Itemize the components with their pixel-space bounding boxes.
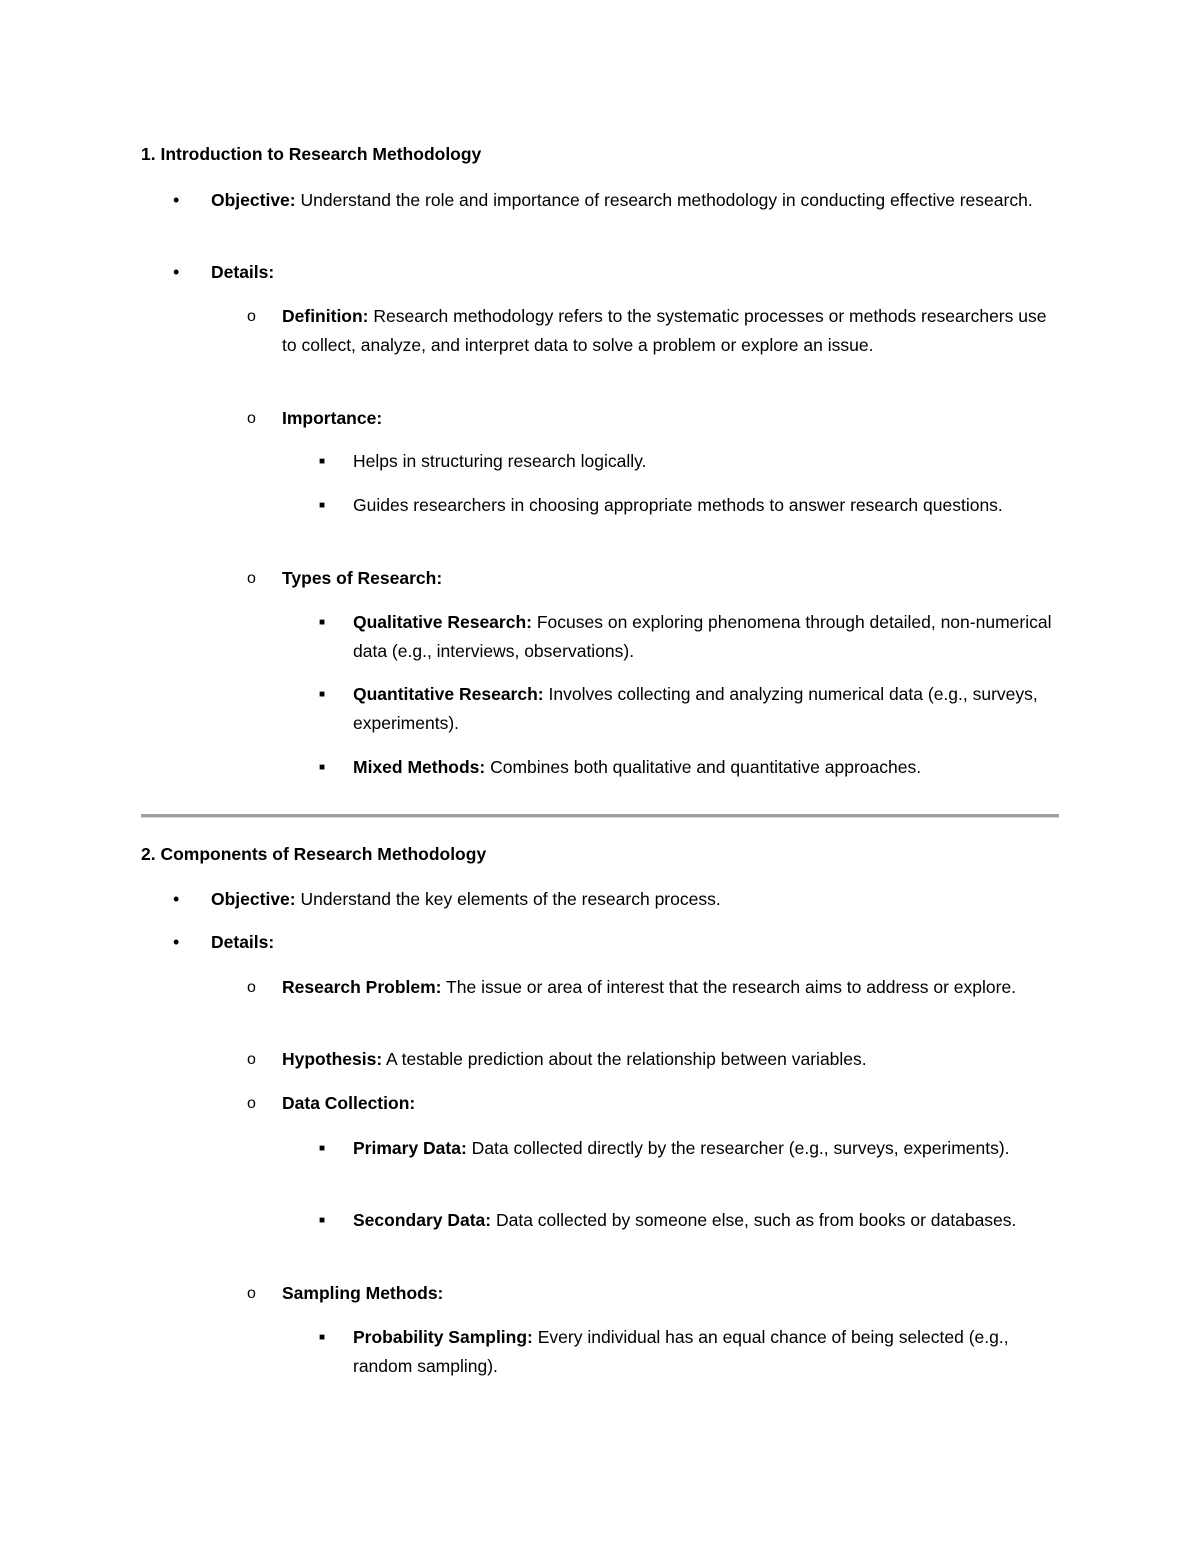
circle-bullet-icon: o xyxy=(247,1095,256,1112)
circle-bullet-icon: o xyxy=(247,1285,256,1302)
data-collection-subitem-text: Data collected by someone else, such as from books or databases. xyxy=(491,1210,1017,1230)
hypothesis-text: A testable prediction about the relationship between variables. xyxy=(382,1049,867,1069)
types-subitem-label: Mixed Methods: xyxy=(353,757,486,777)
section-1-details xyxy=(173,258,1071,287)
research-problem-label: Research Problem: xyxy=(282,977,442,997)
types-subitem-text: Involves collecting and analyzing numerical data (e.g., surveys, experiments). xyxy=(353,684,1038,733)
details-label: Details: xyxy=(211,932,275,952)
square-bullet-icon: ■ xyxy=(319,1143,326,1154)
circle-bullet-icon: o xyxy=(247,1051,256,1068)
importance-subitem-text: Guides researchers in choosing appropriate methods to answer research questions. xyxy=(353,495,1003,515)
details-label: Details: xyxy=(211,262,275,282)
horizontal-divider xyxy=(141,814,1059,818)
definition-label: Definition: xyxy=(282,306,369,326)
objective-label: Objective: xyxy=(211,889,296,909)
square-bullet-icon: ■ xyxy=(319,1215,326,1226)
bullet-icon: • xyxy=(173,190,180,210)
circle-bullet-icon: o xyxy=(247,308,256,325)
section-2-objective xyxy=(173,885,1071,914)
data-collection-subitem xyxy=(319,1134,1053,1163)
types-subitem-label: Qualitative Research: xyxy=(353,612,532,632)
bullet-icon: • xyxy=(173,889,180,909)
sampling-methods-label: Sampling Methods: xyxy=(282,1283,444,1303)
importance-item xyxy=(247,404,1062,433)
definition-item xyxy=(247,302,1062,360)
types-subitem-text: Combines both qualitative and quantitative approaches. xyxy=(485,757,922,777)
importance-subitem-text: Helps in structuring research logically. xyxy=(353,451,647,471)
circle-bullet-icon: o xyxy=(247,570,256,587)
objective-text: Understand the role and importance of research methodology in conducting effective research. xyxy=(295,190,1033,210)
definition-text: Research methodology refers to the systematic processes or methods researchers use to collect, analyze, and interpret data to solve a problem or explore an issue. xyxy=(282,306,1047,355)
types-subitem-label: Quantitative Research: xyxy=(353,684,544,704)
data-collection-subitem-label: Secondary Data: xyxy=(353,1210,492,1230)
bullet-icon: • xyxy=(173,262,180,282)
sampling-methods-subitem-label: Probability Sampling: xyxy=(353,1327,533,1347)
square-bullet-icon: ■ xyxy=(319,617,326,628)
section-2-heading: 2. Components of Research Methodology xyxy=(141,844,487,864)
data-collection-label: Data Collection: xyxy=(282,1093,416,1113)
sampling-methods-item xyxy=(247,1279,1062,1308)
hypothesis-item xyxy=(247,1045,1062,1074)
types-subitem xyxy=(319,753,1053,782)
circle-bullet-icon: o xyxy=(247,410,256,427)
square-bullet-icon: ■ xyxy=(319,689,326,700)
data-collection-subitem xyxy=(319,1206,1053,1235)
square-bullet-icon: ■ xyxy=(319,456,326,467)
importance-label: Importance: xyxy=(282,408,383,428)
square-bullet-icon: ■ xyxy=(319,500,326,511)
types-subitem-text: Focuses on exploring phenomena through detailed, non-numerical data (e.g., interviews, observations). xyxy=(353,612,1052,661)
data-collection-subitem-text: Data collected directly by the researcher (e.g., surveys, experiments). xyxy=(466,1138,1010,1158)
section-1-heading: 1. Introduction to Research Methodology xyxy=(141,144,482,164)
objective-text: Understand the key elements of the research process. xyxy=(295,889,721,909)
sampling-methods-subitem xyxy=(319,1323,1053,1381)
types-label: Types of Research: xyxy=(282,568,443,588)
square-bullet-icon: ■ xyxy=(319,762,326,773)
square-bullet-icon: ■ xyxy=(319,1332,326,1343)
types-item xyxy=(247,564,1062,593)
section-2-details xyxy=(173,928,1071,957)
data-collection-item xyxy=(247,1089,1062,1118)
types-subitem xyxy=(319,608,1053,666)
hypothesis-label: Hypothesis: xyxy=(282,1049,383,1069)
research-problem-text: The issue or area of interest that the research aims to address or explore. xyxy=(441,977,1017,997)
section-1-objective xyxy=(173,186,1071,215)
data-collection-subitem-label: Primary Data: xyxy=(353,1138,467,1158)
circle-bullet-icon: o xyxy=(247,979,256,996)
research-problem-item xyxy=(247,973,1062,1002)
importance-subitem xyxy=(319,447,1053,476)
bullet-icon: • xyxy=(173,932,180,952)
importance-subitem xyxy=(319,491,1053,520)
types-subitem xyxy=(319,680,1053,738)
objective-label: Objective: xyxy=(211,190,296,210)
sampling-methods-subitem-text: Every individual has an equal chance of being selected (e.g., random sampling). xyxy=(353,1327,1009,1376)
